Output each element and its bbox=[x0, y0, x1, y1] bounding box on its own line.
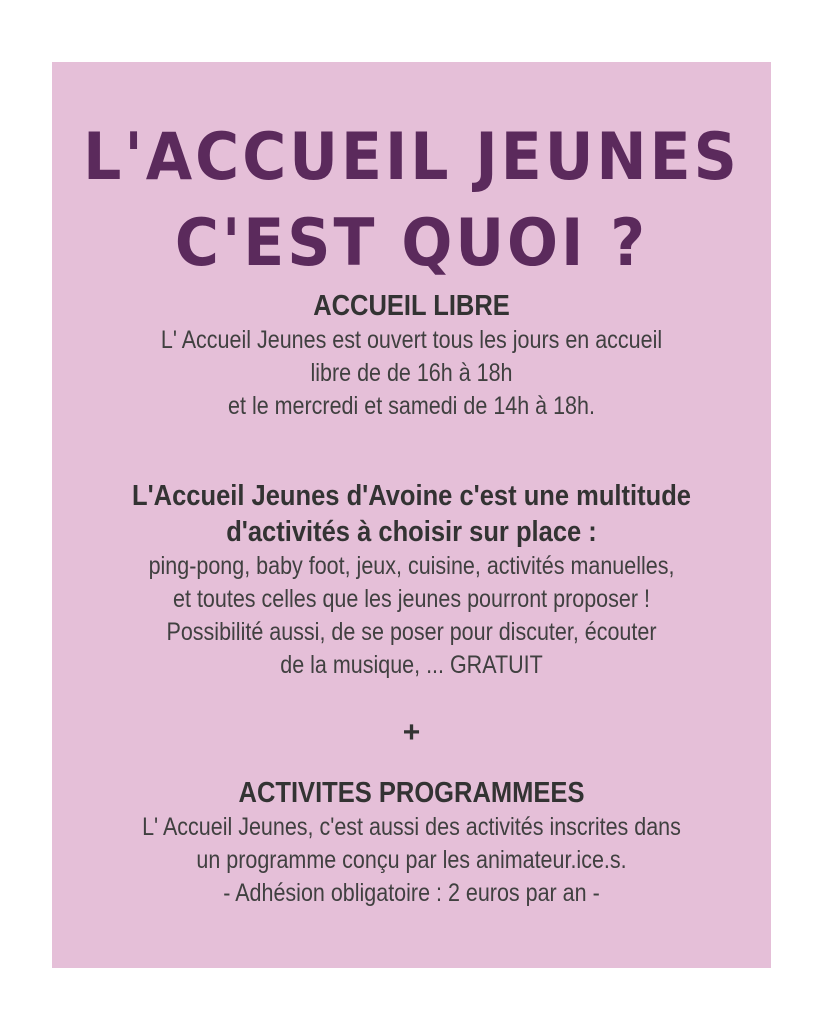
text-line: L' Accueil Jeunes, c'est aussi des activités inscrites dans bbox=[142, 813, 681, 841]
section-activites-programmees bbox=[52, 775, 771, 910]
text-line: de la musique, ... GRATUIT bbox=[280, 651, 543, 679]
page-title bbox=[52, 114, 771, 287]
text-line: L' Accueil Jeunes est ouvert tous les jours en accueil bbox=[160, 326, 663, 354]
section-text bbox=[102, 811, 720, 910]
text-line: et toutes celles que les jeunes pourront proposer ! bbox=[173, 585, 650, 613]
section-text bbox=[102, 550, 720, 682]
text-line: - Adhésion obligatoire : 2 euros par an - bbox=[223, 879, 600, 907]
plus-separator: + bbox=[402, 716, 421, 749]
title-line-2: C'EST QUOI ? bbox=[174, 205, 649, 282]
text-line: libre de de 16h à 18h bbox=[310, 359, 513, 387]
section-activites-sur-place bbox=[52, 478, 771, 682]
heading-line: L'Accueil Jeunes d'Avoine c'est une multitude bbox=[132, 480, 691, 512]
heading-line: d'activités à choisir sur place : bbox=[226, 516, 597, 548]
section-heading: ACCUEIL LIBRE bbox=[313, 290, 510, 322]
text-line: et le mercredi et samedi de 14h à 18h. bbox=[228, 392, 595, 420]
section-heading: ACTIVITES PROGRAMMEES bbox=[238, 777, 585, 809]
section-text bbox=[102, 324, 720, 423]
text-line: Possibilité aussi, de se poser pour discuter, écouter bbox=[166, 618, 657, 646]
text-line: un programme conçu par les animateur.ice.s. bbox=[196, 846, 627, 874]
text-line: ping-pong, baby foot, jeux, cuisine, activités manuelles, bbox=[148, 552, 675, 580]
title-line-1: L'ACCUEIL JEUNES bbox=[83, 119, 740, 195]
section-accueil-libre bbox=[52, 288, 771, 423]
section-heading bbox=[95, 478, 728, 550]
info-card bbox=[52, 62, 771, 968]
